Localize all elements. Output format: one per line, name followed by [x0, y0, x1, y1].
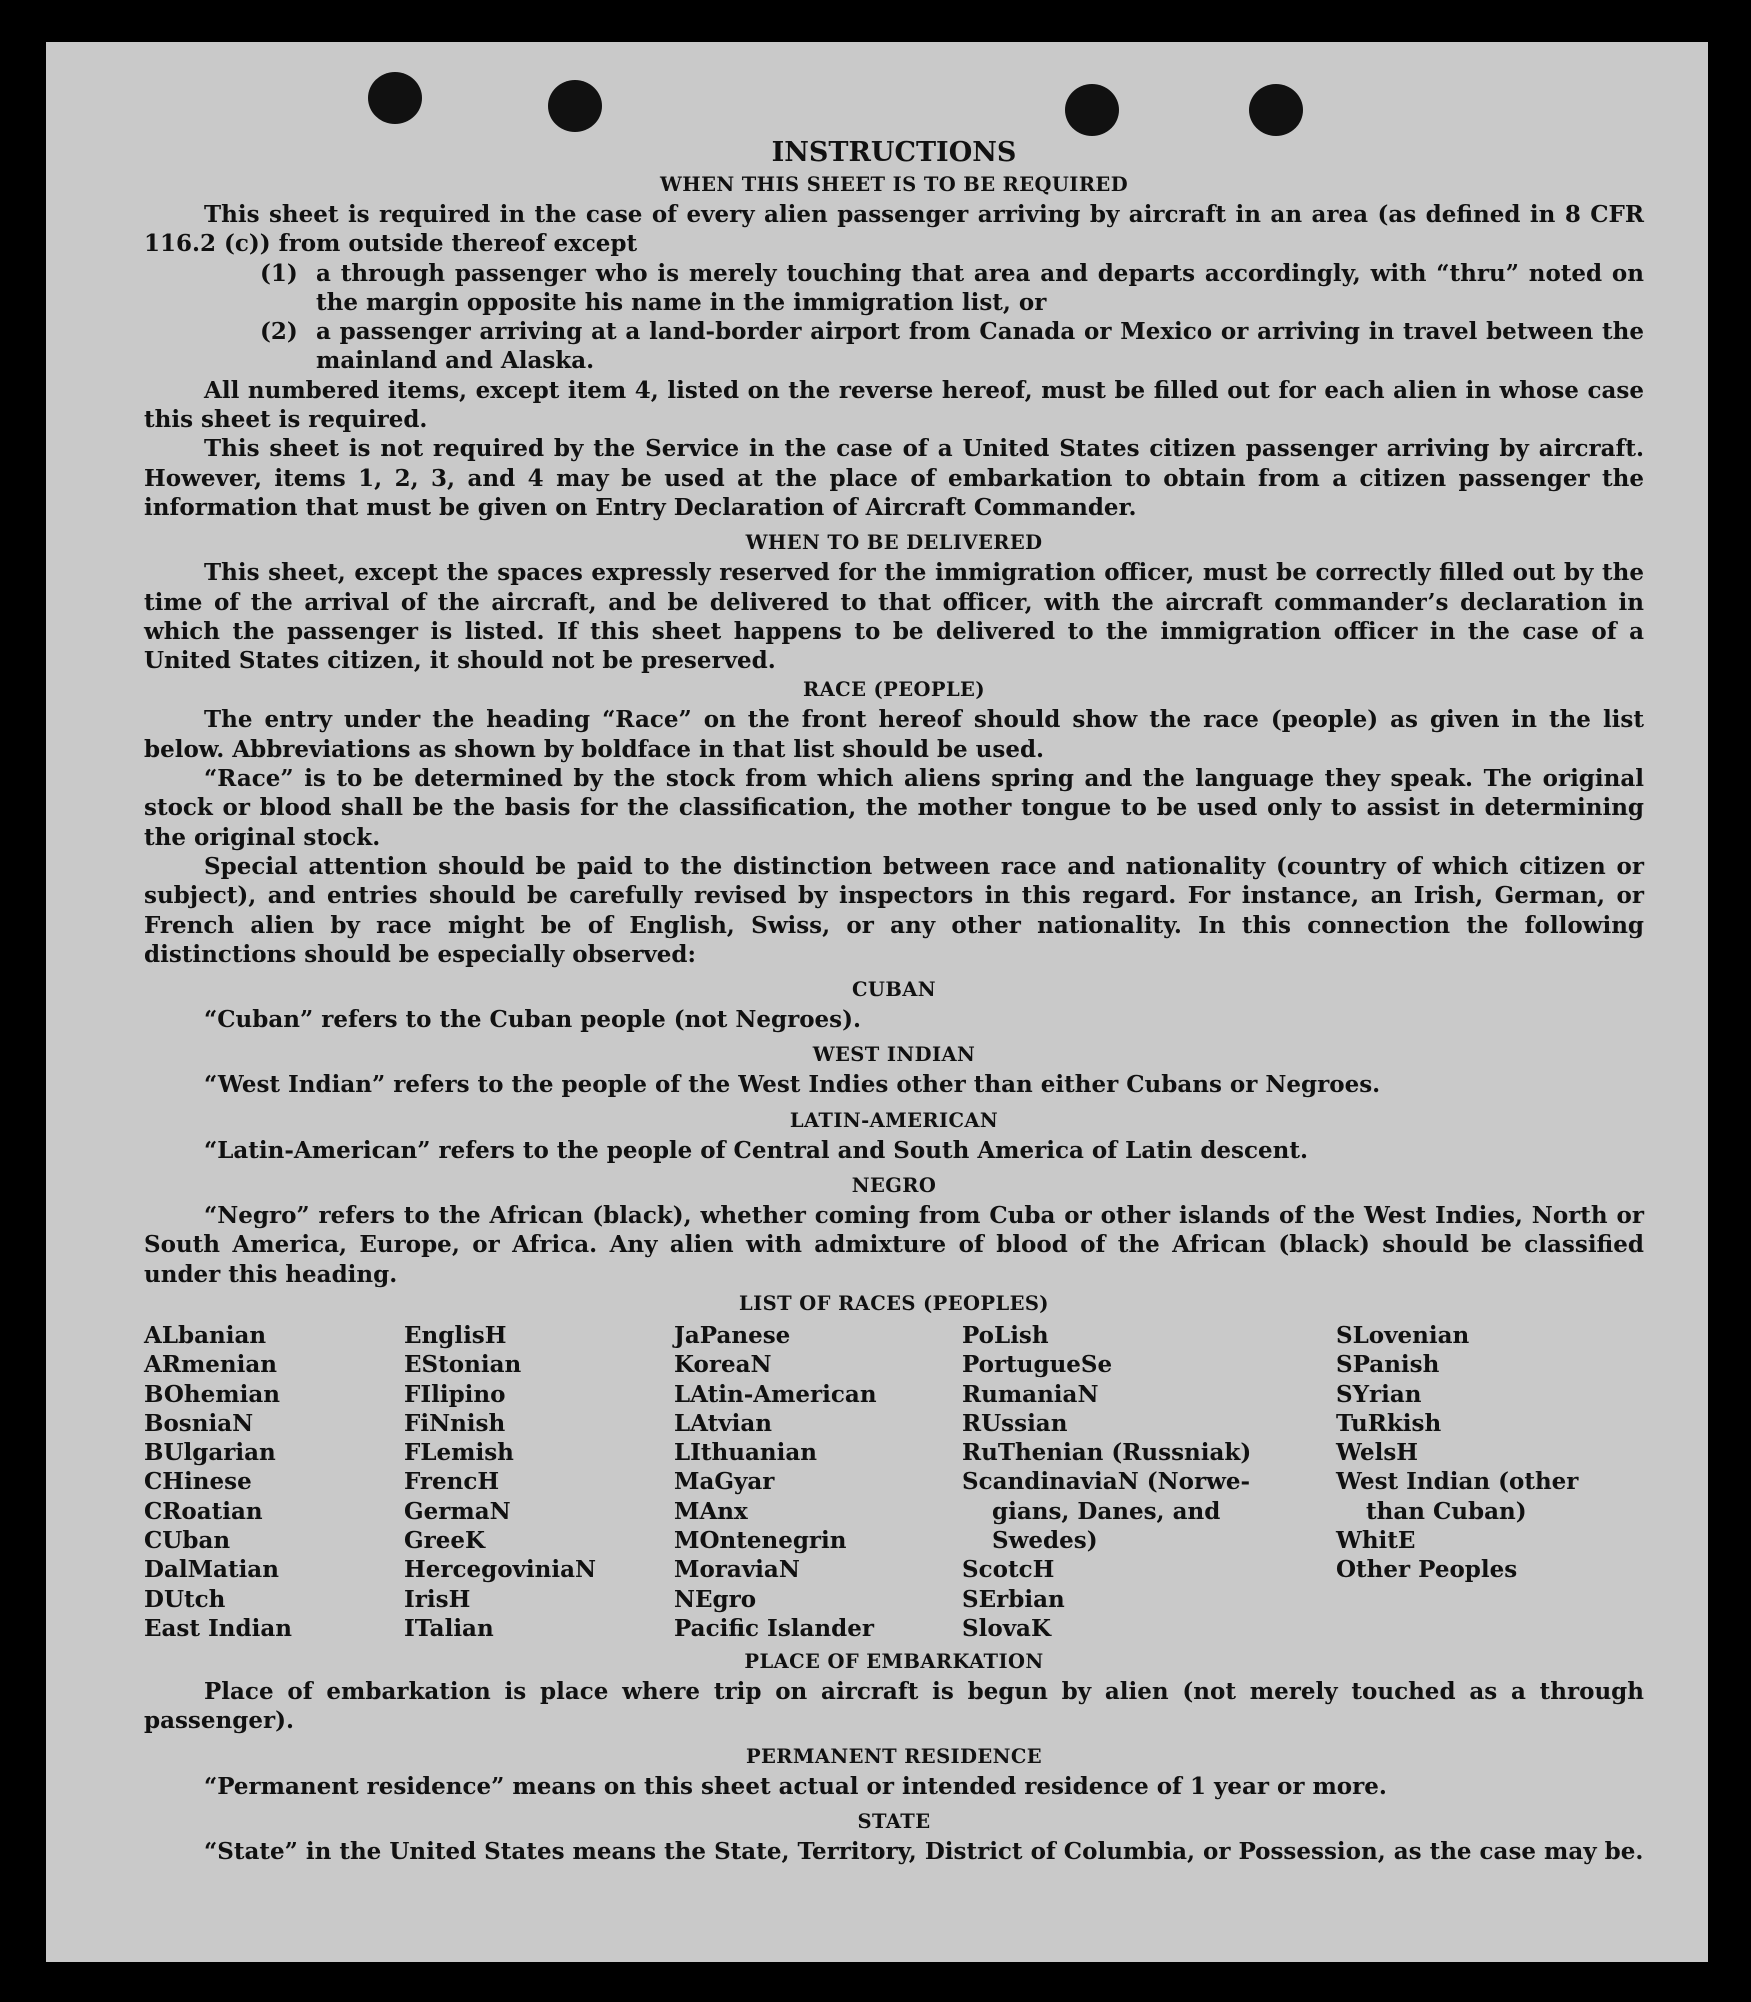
paragraph: “Cuban” refers to the Cuban people (not Negroes).	[204, 1006, 862, 1034]
race-item: Pacific Islander	[674, 1614, 874, 1642]
race-item: MaGyar	[674, 1468, 775, 1496]
race-item: ITalian	[404, 1614, 494, 1642]
numbered-item	[144, 317, 1644, 376]
heading-place-of-embarkation: PLACE OF EMBARKATION	[744, 1650, 1044, 1674]
race-item: FrencH	[404, 1468, 500, 1496]
paragraph: “Permanent residence” means on this sheet actual or intended residence of 1 year or more.	[204, 1772, 1387, 1800]
race-item: LAtvian	[674, 1409, 772, 1437]
race-item: ScandinaviaN (Norwe-	[962, 1468, 1251, 1496]
race-item: SlovaK	[962, 1614, 1051, 1642]
race-item: LAtin-American	[674, 1380, 877, 1408]
race-item: DUtch	[144, 1585, 226, 1613]
race-item: FiNnish	[404, 1409, 506, 1437]
race-item: MAnx	[674, 1497, 748, 1525]
item-number: (1)	[260, 259, 298, 287]
heading-when-required: WHEN THIS SHEET IS TO BE REQUIRED	[659, 173, 1129, 196]
paragraph: This sheet is not required by the Service in the case of a United States citizen passenger arriving by aircraft. However, items 1, 2, 3, and 4 may be used at the place of embarkation to obtain from a citizen passenger the information that must be given on Entry Declaration of Aircraft Commander.	[144, 435, 1644, 521]
race-item: RumaniaN	[962, 1380, 1099, 1408]
race-item: RuThenian (Russniak)	[962, 1439, 1252, 1467]
race-item: GreeK	[404, 1526, 486, 1554]
race-item: MOntenegrin	[674, 1526, 847, 1554]
race-item: DalMatian	[144, 1556, 279, 1584]
item-text: a passenger arriving at a land-border airport from Canada or Mexico or arriving in travel between the mainland and Alaska.	[316, 318, 1644, 375]
race-item: than Cuban)	[1366, 1497, 1527, 1525]
heading-negro: NEGRO	[851, 1174, 937, 1198]
race-item: RUssian	[962, 1409, 1068, 1437]
paragraph: “West Indian” refers to the people of the West Indies other than either Cubans or Negroes.	[204, 1071, 1381, 1099]
race-item: PortugueSe	[962, 1351, 1113, 1379]
race-item: JaPanese	[674, 1321, 791, 1349]
race-item: KoreaN	[674, 1351, 772, 1379]
race-item: CUban	[144, 1526, 231, 1554]
item-text: a through passenger who is merely touching that area and departs accordingly, with “thru” noted on the margin opposite his name in the immigration list, or	[316, 259, 1644, 316]
race-item: MoraviaN	[674, 1556, 800, 1584]
heading-permanent-residence: PERMANENT RESIDENCE	[745, 1744, 1043, 1768]
race-item: ALbanian	[144, 1321, 267, 1349]
race-item: West Indian (other	[1336, 1468, 1579, 1496]
race-item: East Indian	[144, 1614, 292, 1642]
paragraph: This sheet, except the spaces expressly reserved for the immigration officer, must be correctly filled out by the time of the arrival of the aircraft, and be delivered to that officer, with the aircraft commander’s declaration in which the passenger is listed. If this sheet happens to be delivered to the immigration officer in the case of a United States citizen, it should not be preserved.	[144, 559, 1644, 675]
race-item: TuRkish	[1336, 1409, 1442, 1437]
races-column-2	[404, 1321, 674, 1643]
punch-hole	[368, 72, 422, 124]
heading-state: STATE	[857, 1810, 931, 1834]
race-item: gians, Danes, and	[992, 1497, 1221, 1525]
race-item: BOhemian	[144, 1380, 280, 1408]
document-sheet	[46, 42, 1708, 1962]
item-number: (2)	[260, 318, 298, 346]
punch-hole	[548, 80, 602, 132]
race-item: HercegoviniaN	[404, 1556, 597, 1584]
race-item: WelsH	[1336, 1439, 1419, 1467]
race-item: SYrian	[1336, 1380, 1422, 1408]
race-item: SLovenian	[1336, 1321, 1470, 1349]
race-item: ScotcH	[962, 1556, 1055, 1584]
race-item: GermaN	[404, 1497, 511, 1525]
heading-race: RACE (PEOPLE)	[803, 678, 985, 702]
paragraph: Special attention should be paid to the distinction between race and nationality (country of which citizen or subject), and entries should be carefully revised by inspectors in this regard. For instance, an Irish, German, or French alien by race might be of English, Swiss, or any other nationality. In this connection the following distinctions should be especially observed:	[144, 852, 1644, 968]
race-item: FIlipino	[404, 1380, 506, 1408]
heading-latin-american: LATIN-AMERICAN	[789, 1108, 999, 1132]
race-item: FLemish	[404, 1439, 514, 1467]
race-item: BosniaN	[144, 1409, 254, 1437]
race-item: Other Peoples	[1336, 1556, 1518, 1584]
race-item: SPanish	[1336, 1351, 1440, 1379]
paragraph: All numbered items, except item 4, listed on the reverse hereof, must be filled out for each alien in whose case this sheet is required.	[144, 376, 1644, 434]
races-list	[144, 1321, 1644, 1643]
race-item: Swedes)	[992, 1526, 1098, 1554]
paragraph: “State” in the United States means the State, Territory, District of Columbia, or Possession, as the case may be.	[204, 1838, 1644, 1866]
race-item: BUlgarian	[144, 1439, 276, 1467]
heading-list-of-races: LIST OF RACES (PEOPLES)	[739, 1291, 1049, 1315]
races-column-5	[1336, 1321, 1636, 1643]
races-column-1	[144, 1321, 404, 1643]
race-item: ARmenian	[144, 1351, 278, 1379]
paragraph: The entry under the heading “Race” on the front hereof should show the race (people) as given in the list below. Abbreviations as shown by boldface in that list should be used.	[144, 706, 1644, 763]
numbered-item	[144, 259, 1644, 318]
page-title: INSTRUCTIONS	[771, 137, 1017, 168]
race-item: EnglisH	[404, 1321, 507, 1349]
heading-cuban: CUBAN	[852, 978, 936, 1002]
paragraph: “Latin-American” refers to the people of Central and South America of Latin descent.	[204, 1136, 1308, 1164]
paragraph: “Race” is to be determined by the stock from which aliens spring and the language they speak. The original stock or blood shall be the basis for the classification, the mother tongue to be used only to assist in determining the original stock.	[144, 765, 1644, 851]
races-column-4	[962, 1321, 1336, 1643]
races-column-3	[674, 1321, 962, 1643]
race-item: CHinese	[144, 1468, 252, 1496]
instructions-content	[144, 128, 1644, 1866]
race-item: NEgro	[674, 1585, 757, 1613]
paragraph: Place of embarkation is place where trip on aircraft is begun by alien (not merely touched as a through passenger).	[144, 1678, 1644, 1735]
paragraph: “Negro” refers to the African (black), whether coming from Cuba or other islands of the West Indies, North or South America, Europe, or Africa. Any alien with admixture of blood of the African (black) should be classified under this heading.	[144, 1202, 1644, 1288]
race-item: LIthuanian	[674, 1439, 817, 1467]
race-item: EStonian	[404, 1351, 522, 1379]
race-item: CRoatian	[144, 1497, 263, 1525]
race-item: WhitE	[1336, 1526, 1416, 1554]
race-item: SErbian	[962, 1585, 1065, 1613]
race-item: IrisH	[404, 1585, 471, 1613]
paragraph: This sheet is required in the case of every alien passenger arriving by aircraft in an area (as defined in 8 CFR 116.2 (c)) from outside thereof except	[144, 201, 1644, 258]
heading-west-indian: WEST INDIAN	[812, 1043, 976, 1067]
race-item: PoLish	[962, 1321, 1049, 1349]
heading-when-delivered: WHEN TO BE DELIVERED	[745, 531, 1043, 555]
